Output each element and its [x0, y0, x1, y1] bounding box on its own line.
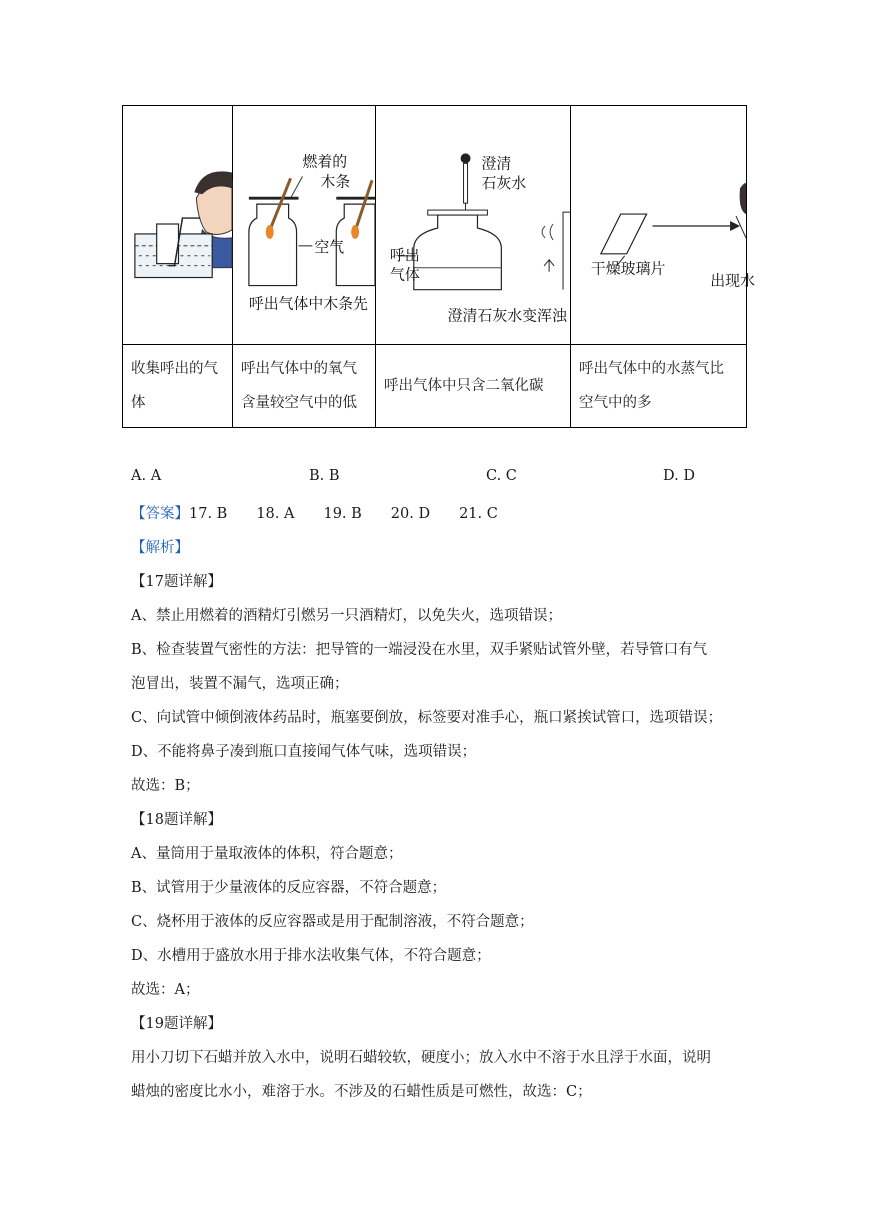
label-limewater-2: 石灰水: [481, 174, 527, 193]
label-appear: 出现水: [710, 271, 755, 290]
figure-collect-gas: [123, 106, 233, 345]
q19-header: 【19题详解】: [131, 1016, 222, 1032]
label-exhaled-2: 气体: [389, 265, 420, 284]
q19-line: 蜡烛的密度比水小，难溶于水。不涉及的石蜡性质是可燃性，故选：C；: [131, 1084, 592, 1100]
label-glass: 干燥玻璃片: [590, 259, 666, 278]
figure-glass: [571, 106, 755, 345]
q18-line: 故选：A；: [131, 982, 200, 998]
q17-line: 故选：B；: [131, 778, 200, 794]
option-b: B. B: [309, 468, 340, 484]
q17-line: A、禁止用燃着的酒精灯引燃另一只酒精灯，以免失火，选项错误；: [131, 608, 562, 624]
label-exhaled-1: 呼出: [389, 245, 420, 264]
q17-line: D、不能将鼻子凑到瓶口直接闻气体气味，选项错误；: [131, 744, 477, 760]
burning-stick-illustration: [233, 106, 375, 344]
option-d: D. D: [663, 468, 695, 484]
collect-gas-illustration: [123, 106, 232, 344]
option-a: A. A: [131, 468, 162, 484]
label-burning: 燃着的: [302, 152, 348, 171]
caption-burning: 呼出气体中木条先: [248, 294, 368, 313]
limewater-illustration: [376, 106, 570, 344]
conclusion-2: 呼出气体中的氧气含量较空气中的低: [233, 345, 376, 428]
figure-burning-stick: [233, 106, 376, 345]
figure-limewater: [376, 106, 571, 345]
conclusion-3: 呼出气体中只含二氧化碳: [376, 345, 571, 428]
q17-line: B、检查装置气密性的方法：把导管的一端浸没在水里，双手紧贴试管外壁，若导管口有气: [131, 642, 708, 658]
q18-line: D、水槽用于盛放水用于排水法收集气体，不符合题意；: [131, 948, 491, 964]
glass-illustration: [571, 106, 755, 344]
label-stick: 木条: [320, 172, 351, 191]
q17-line: 泡冒出，装置不漏气，选项正确；: [131, 676, 349, 692]
q18-line: B、试管用于少量液体的反应容器，不符合题意；: [131, 880, 447, 896]
conclusion-4: 呼出气体中的水蒸气比空气中的多: [571, 345, 747, 428]
label-air: 空气: [314, 237, 345, 256]
answer-line: [131, 502, 498, 523]
label-limewater-1: 澄清: [481, 154, 512, 173]
q17-line: C、向试管中倾倒液体药品时，瓶塞要倒放，标签要对准手心，瓶口紧挨试管口，选项错误；: [131, 710, 723, 726]
q18-line: C、烧杯用于液体的反应容器或是用于配制溶液，不符合题意；: [131, 914, 534, 930]
q18-line: A、量筒用于量取液体的体积，符合题意；: [131, 846, 403, 862]
experiment-table: [122, 105, 755, 428]
q18-header: 【18题详解】: [131, 812, 222, 828]
option-c: C. C: [486, 468, 517, 484]
analysis-tag: 【解析】: [131, 540, 189, 556]
q17-header: 【17题详解】: [131, 574, 222, 590]
caption-limewater: 澄清石灰水变浑浊: [447, 306, 567, 325]
answer-tag: 【答案】: [131, 506, 189, 522]
conclusion-1: 收集呼出的气体: [123, 345, 233, 428]
q19-line: 用小刀切下石蜡并放入水中，说明石蜡较软，硬度小；放入水中不溶于水且浮于水面，说明: [131, 1050, 711, 1066]
answer-values: 17. B 18. A 19. B 20. D 21. C: [189, 506, 498, 522]
